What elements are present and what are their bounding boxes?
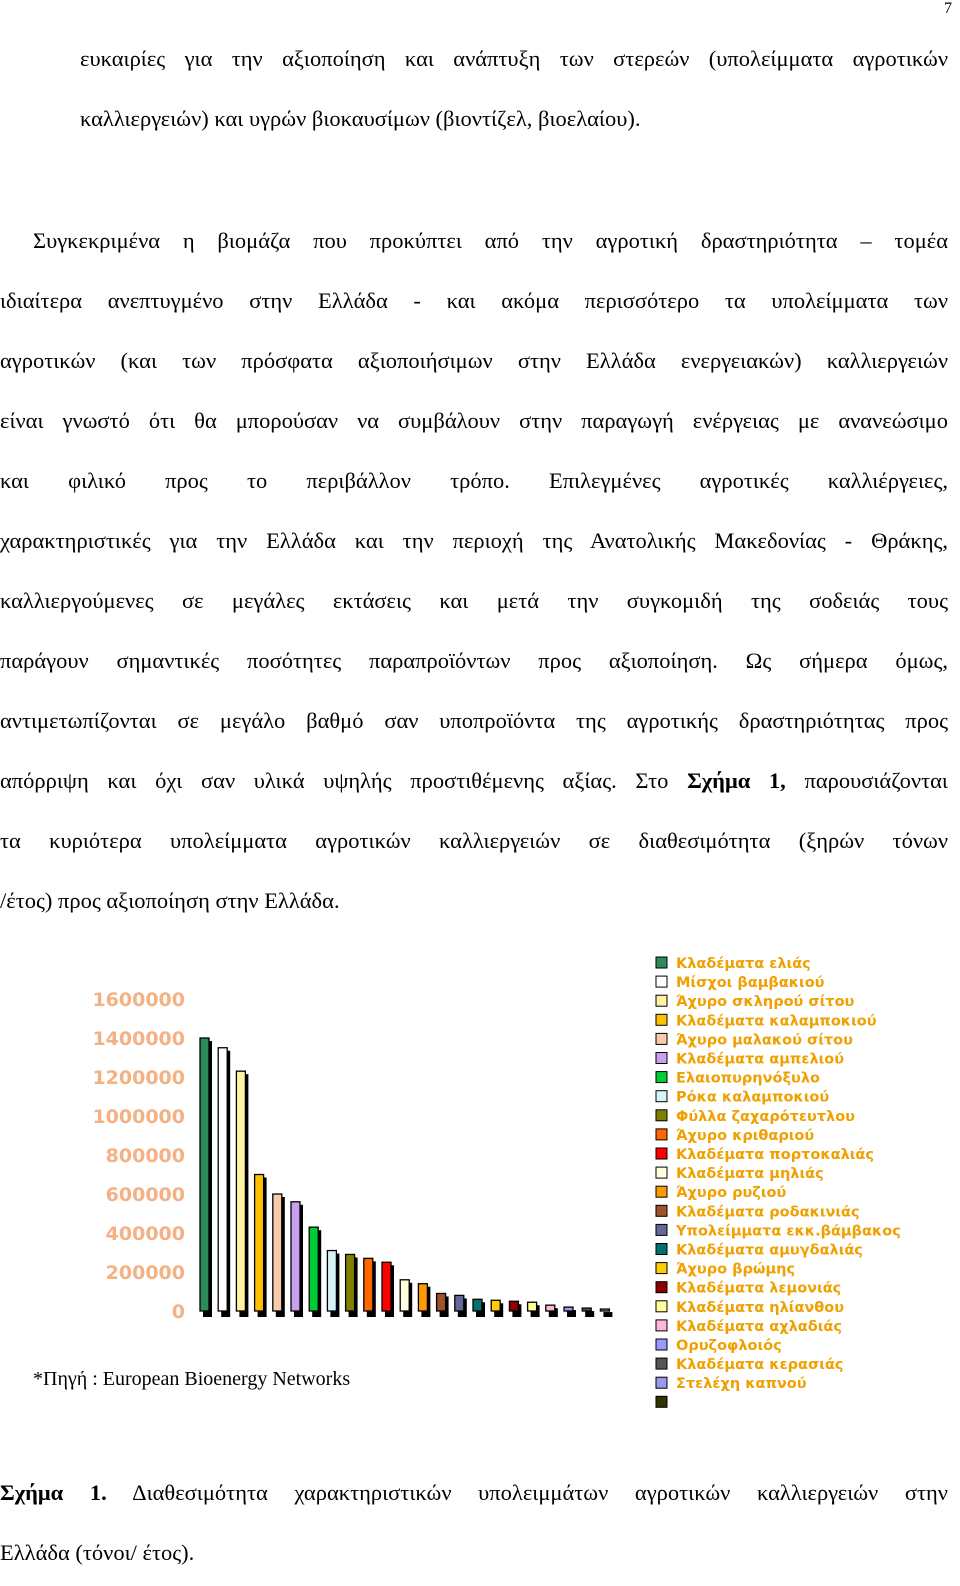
y-tick-label: 600000	[105, 1184, 185, 1206]
bar-series	[200, 1038, 612, 1317]
legend-swatch	[656, 1053, 667, 1064]
bar-shadow	[603, 1312, 612, 1317]
legend-label: Κλαδέματα μηλιάς	[676, 1166, 824, 1183]
legend-label: Φύλλα ζαχαρότευτλου	[676, 1108, 855, 1125]
legend-label: Κλαδέματα ελιάς	[676, 956, 811, 972]
text-line: χαρακτηριστικές για την Ελλάδα και την περιοχή της Ανατολικής Μακεδονίας - Θράκης,	[0, 528, 948, 553]
bar	[582, 1308, 591, 1311]
legend-label: Άχυρο βρώμης	[676, 1261, 796, 1278]
legend-label: Κλαδέματα αμπελιού	[676, 1051, 845, 1068]
y-tick-label: 0	[171, 1301, 185, 1323]
legend-label: Κλαδέματα αχλαδιάς	[676, 1318, 842, 1335]
legend-swatch	[656, 1110, 667, 1121]
legend-swatch	[656, 1072, 667, 1083]
bar	[382, 1262, 391, 1311]
legend-label: Άχυρο μαλακού σίτου	[676, 1032, 853, 1049]
y-tick-label: 400000	[105, 1223, 185, 1245]
legend-swatch	[656, 1377, 667, 1388]
bar	[564, 1307, 573, 1311]
legend-label: Κλαδέματα αμυγδαλιάς	[676, 1242, 863, 1259]
bar	[400, 1280, 409, 1311]
y-tick-label: 1400000	[92, 1028, 185, 1050]
legend-label: Ορυζοφλοιός	[676, 1338, 782, 1354]
bar	[327, 1251, 336, 1311]
text-line: και φιλικό προς το περιβάλλον τρόπο. Επιλεγμένες αγροτικές καλλιέργειες,	[0, 468, 948, 493]
bar	[473, 1299, 482, 1311]
legend-swatch	[656, 1396, 667, 1407]
bar	[600, 1309, 609, 1311]
text-line: παράγουν σημαντικές ποσότητες παραπροϊόντων προς αξιοποίηση. Ως σήμερα όμως,	[0, 648, 948, 673]
bar	[364, 1258, 373, 1311]
legend-label: Κλαδέματα ηλίανθου	[676, 1299, 845, 1316]
caption-text: Διαθεσιμότητα χαρακτηριστικών υπολειμμάτων αγροτικών καλλιεργειών στην	[106, 1480, 948, 1505]
legend-swatch	[656, 1129, 667, 1140]
caption-line: Ελλάδα (τόνοι/ έτος).	[0, 1540, 195, 1565]
bar	[455, 1295, 464, 1311]
legend-swatch	[656, 1014, 667, 1025]
legend-swatch	[656, 1358, 667, 1369]
legend-label: Κλαδέματα καλαμποκιού	[676, 1013, 877, 1030]
caption-label: Σχήμα 1.	[0, 1480, 107, 1505]
legend-swatch	[656, 1244, 667, 1255]
bar	[437, 1293, 446, 1311]
y-tick-label: 200000	[105, 1262, 185, 1284]
text-line: ιδιαίτερα ανεπτυγμένο στην Ελλάδα - και ακόμα περισσότερο τα υπολείμματα των	[0, 288, 948, 313]
legend-swatch	[656, 1167, 667, 1178]
legend-swatch	[656, 1301, 667, 1312]
text-line: τα κυριότερα υπολείμματα αγροτικών καλλιεργειών σε διαθεσιμότητα (ξηρών τόνων	[0, 828, 948, 853]
text-line	[0, 766, 948, 796]
legend-swatch	[656, 976, 667, 987]
y-tick-label: 1000000	[92, 1106, 185, 1128]
legend-swatch	[656, 1263, 667, 1274]
y-tick-label: 1200000	[92, 1067, 185, 1089]
bar	[528, 1302, 537, 1311]
legend-swatch	[656, 1186, 667, 1197]
legend-label: Στελέχη καπνού	[676, 1376, 807, 1393]
legend-label: Κλαδέματα λεμονιάς	[676, 1280, 842, 1297]
legend-swatch	[656, 1033, 667, 1044]
legend-label: Άχυρο ρυζιού	[676, 1185, 787, 1202]
text-line: αντιμετωπίζονται σε μεγάλο βαθμό σαν υποπροϊόντα της αγροτικής δραστηριότητας προς	[0, 708, 948, 733]
bar	[418, 1284, 427, 1311]
bar-shadow	[585, 1311, 594, 1317]
legend-swatch	[656, 1205, 667, 1216]
bar	[509, 1301, 518, 1311]
bar	[200, 1038, 209, 1311]
legend-label: Υπολείμματα εκκ.βάμβακος	[676, 1223, 901, 1240]
text-line: καλλιεργούμενες σε μεγάλες εκτάσεις και μετά την συγκομιδή της σοδειάς τους	[0, 588, 948, 613]
text-line: είναι γνωστό ότι θα μπορούσαν να συμβάλουν στην παραγωγή ενέργειας με ανανεώσιμο	[0, 408, 948, 433]
y-tick-label: 800000	[105, 1145, 185, 1167]
bar	[491, 1300, 500, 1311]
bar	[291, 1202, 300, 1311]
text-line: /έτος) προς αξιοποίηση στην Ελλάδα.	[0, 888, 340, 913]
bar	[218, 1048, 227, 1311]
legend-label: Κλαδέματα κερασιάς	[676, 1357, 844, 1374]
residue-bar-chart	[30, 945, 940, 1415]
text-line: καλλιεργειών) και υγρών βιοκαυσίμων (βιοντίζελ, βιοελαίου).	[80, 106, 641, 131]
text-span: απόρριψη και όχι σαν υλικά υψηλής προστιθέμενης αξίας. Στο	[0, 768, 688, 793]
legend-label: Ρόκα καλαμποκιού	[676, 1089, 830, 1106]
legend-swatch	[656, 1339, 667, 1350]
text-line: ευκαιρίες για την αξιοποίηση και ανάπτυξη των στερεών (υπολείμματα αγροτικών	[80, 46, 948, 71]
bar	[346, 1254, 355, 1311]
chart-source: *Πηγή : European Bioenergy Networks	[33, 1368, 351, 1390]
legend-label: Άχυρο κριθαριού	[676, 1127, 815, 1144]
text-span: παρουσιάζονται	[785, 768, 948, 793]
legend	[656, 956, 901, 1407]
legend-swatch	[656, 1320, 667, 1331]
bar	[273, 1194, 282, 1311]
figure-reference: Σχήμα 1,	[687, 768, 786, 793]
legend-swatch	[656, 995, 667, 1006]
page-number: 7	[944, 0, 952, 17]
legend-label: Μίσχοι βαμβακιού	[676, 975, 825, 992]
legend-label: Κλαδέματα ροδακινιάς	[676, 1204, 860, 1221]
bar	[236, 1071, 245, 1311]
caption-line	[0, 1478, 948, 1508]
legend-swatch	[656, 1224, 667, 1235]
legend-label: Άχυρο σκληρού σίτου	[676, 994, 855, 1011]
legend-label: Ελαιοπυρηνόξυλο	[676, 1070, 820, 1087]
y-axis-tick-labels	[92, 989, 185, 1323]
legend-swatch	[656, 957, 667, 968]
y-tick-label: 1600000	[92, 989, 185, 1011]
legend-label: Κλαδέματα πορτοκαλιάς	[676, 1147, 874, 1163]
legend-swatch	[656, 1091, 667, 1102]
bar	[546, 1305, 555, 1311]
bar	[309, 1227, 318, 1311]
bar	[255, 1175, 264, 1312]
legend-swatch	[656, 1148, 667, 1159]
legend-swatch	[656, 1282, 667, 1293]
text-line: αγροτικών (και των πρόσφατα αξιοποιήσιμων στην Ελλάδα ενεργειακών) καλλιεργειών	[0, 348, 948, 373]
text-line: Συγκεκριμένα η βιομάζα που προκύπτει από την αγροτική δραστηριότητα – τομέα	[33, 228, 948, 253]
